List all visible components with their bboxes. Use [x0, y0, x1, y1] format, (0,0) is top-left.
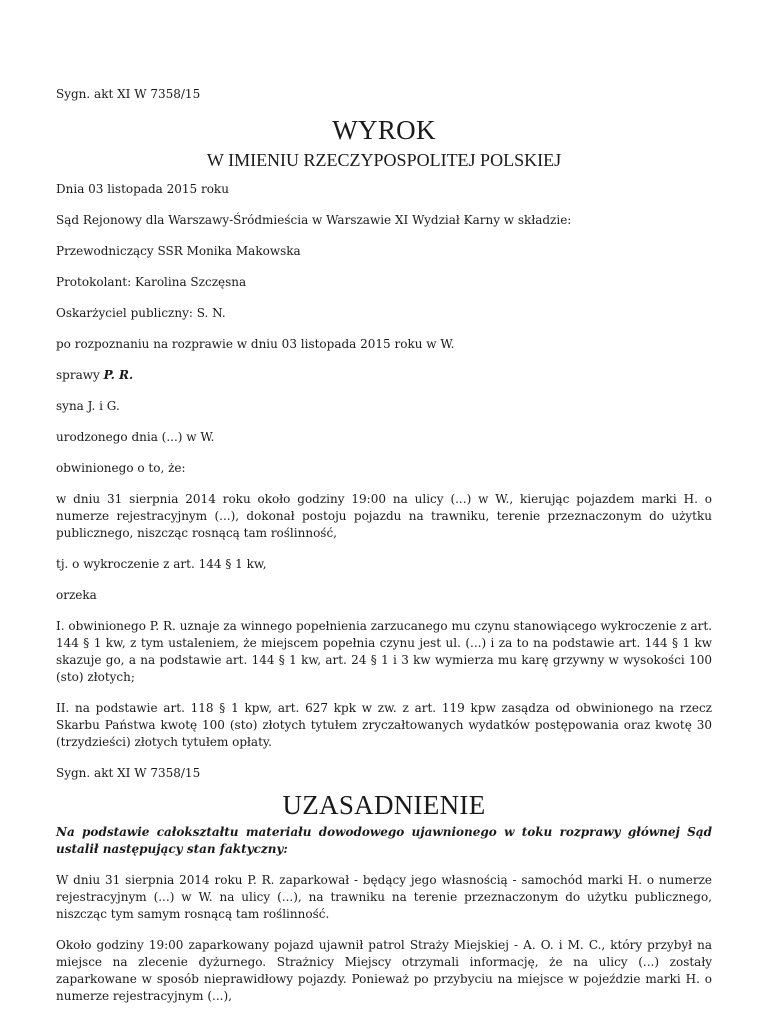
- justification-paragraph-1: W dniu 31 sierpnia 2014 roku P. R. zaparkował - będący jego własnością - samochód marki H. o numerze rejestracyjnym (...) w W. na ulicy (...), na trawniku na terenie przeznaczonym do użytku publicznego, niszcząc tym samym rosnącą tam roślinność.: [56, 873, 712, 921]
- justification-title: UZASADNIENIE: [282, 790, 486, 820]
- accusation-intro: obwinionego o to, że:: [56, 461, 186, 475]
- ruling-point-1: I. obwinionego P. R. uznaje za winnego popełnienia zarzucanego mu czynu stanowiącego wykroczenie z art. 144 § 1 kw, z tym ustaleniem, że miejscem popełnia czynu jest ul. (...) i za to na podstawie art. 144 § 1 kw skazuje go, a na podstawie art. 144 § 1 kw, art. 24 § 1 i 3 kw wymierza mu karę grzywny w wysokości 100 (sto) złotych;: [56, 619, 712, 684]
- verdict-subtitle: W IMIENIU RZECZYPOSPOLITEJ POLSKIEJ: [206, 150, 562, 170]
- ruling-point-2: II. na podstawie art. 118 § 1 kpw, art. 627 kpk w zw. z art. 119 kpw zasądza od obwinionego na rzecz Skarbu Państwa kwotę 100 (sto) złotych tytułem zryczałtowanych wydatków postępowania oraz kwotę 30 (trzydzieści) złotych tytułem opłaty.: [56, 701, 712, 749]
- document-page: [56, 86, 712, 1019]
- rules-word: orzeka: [56, 588, 97, 602]
- justification-signature: Sygn. akt XI W 7358/15: [56, 766, 201, 780]
- hearing-info: po rozpoznaniu na rozprawie w dniu 03 listopada 2015 roku w W.: [56, 337, 455, 351]
- court-name: Sąd Rejonowy dla Warszawy-Śródmieścia w Warszawie XI Wydział Karny w składzie:: [56, 213, 572, 227]
- defendant-birth: urodzonego dnia (...) w W.: [56, 430, 215, 444]
- charge-text: w dniu 31 sierpnia 2014 roku około godziny 19:00 na ulicy (...) w W., kierując pojazdem marki H. o numerze rejestracyjnym (...), dokonał postoju pojazdu na trawniku, terenie przeznaczonym do użytku publicznego, niszcząc rosnącą tam roślinność,: [56, 492, 712, 540]
- verdict-date: Dnia 03 listopada 2015 roku: [56, 182, 229, 196]
- case-of: [56, 367, 712, 384]
- case-prefix: sprawy: [56, 368, 104, 382]
- defendant-parents: syna J. i G.: [56, 399, 120, 413]
- presiding-judge: Przewodniczący SSR Monika Makowska: [56, 244, 301, 258]
- legal-article: tj. o wykroczenie z art. 144 § 1 kw,: [56, 557, 267, 571]
- court-clerk: Protokolant: Karolina Szczęsna: [56, 275, 247, 289]
- justification-intro: Na podstawie całokształtu materiału dowodowego ujawnionego w toku rozprawy głównej Sąd ustalił następujący stan faktyczny:: [56, 825, 712, 856]
- defendant-name: P. R.: [103, 368, 134, 382]
- justification-paragraph-2: Około godziny 19:00 zaparkowany pojazd ujawnił patrol Straży Miejskiej - A. O. i M. C., który przybył na miejsce na zlecenie dyżurnego. Strażnicy Miejscy otrzymali informację, że na ulicy (...) zostały zaparkowane w sposób nieprawidłowy pojazdy. Ponieważ po przybyciu na miejsce w pojeździe marki H. o numerze rejestracyjnym (...),: [56, 938, 712, 1003]
- public-prosecutor: Oskarżyciel publiczny: S. N.: [56, 306, 226, 320]
- verdict-title: WYROK: [332, 115, 436, 145]
- case-signature: Sygn. akt XI W 7358/15: [56, 87, 201, 101]
